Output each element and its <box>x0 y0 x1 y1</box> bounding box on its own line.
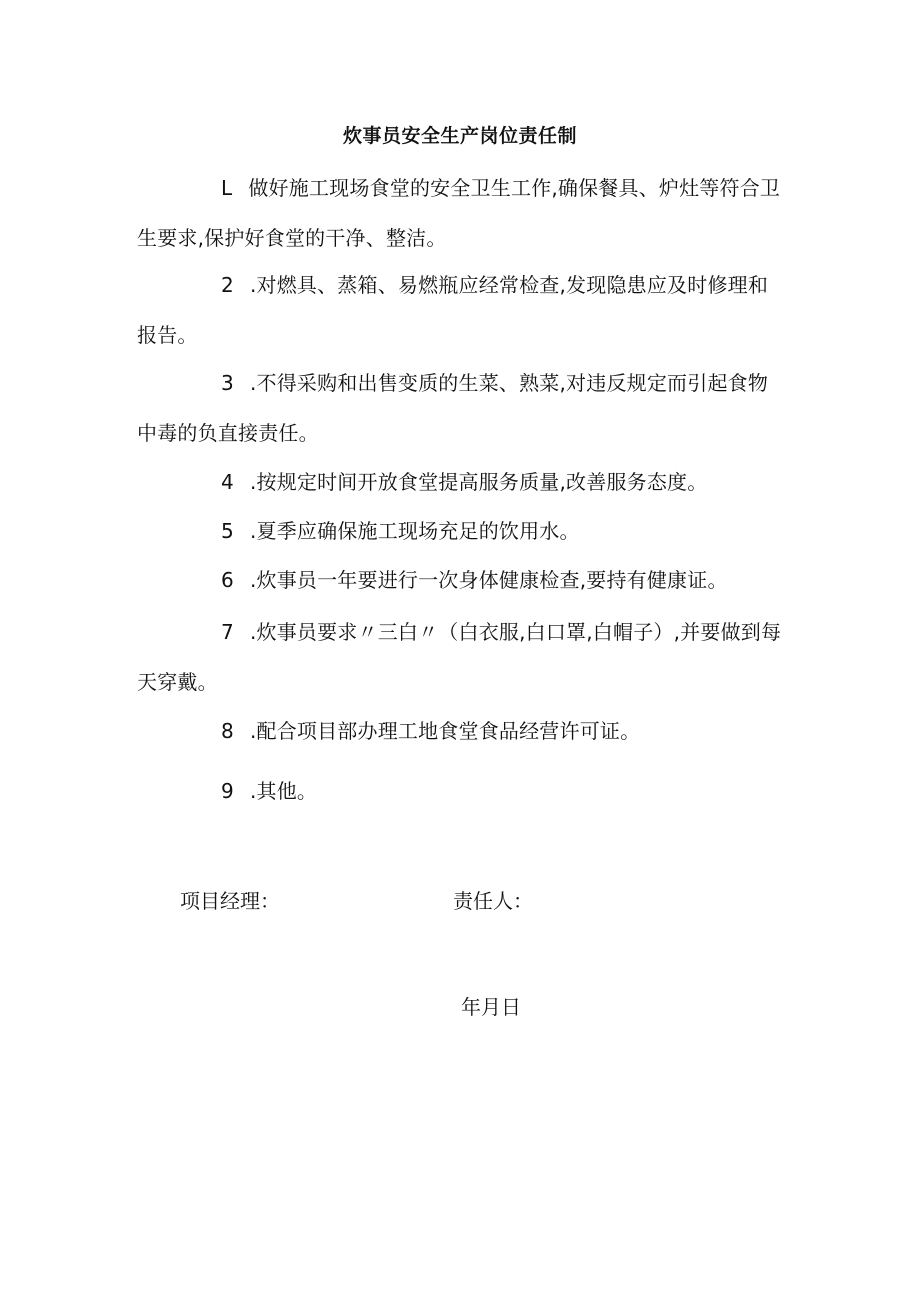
clause-9 <box>137 766 787 816</box>
clause-text: 做好施工现场食堂的安全卫生工作,确保餐具、炉灶等符合卫生要求,保护好食堂的干净、整洁。 <box>137 176 781 250</box>
clause-text: .炊事员要求〃三白〃（白衣服,白口罩,白帽子）,并要做到每天穿戴。 <box>137 620 782 694</box>
project-manager-label: 项目经理： <box>180 889 280 913</box>
clause-text: .对燃具、蒸箱、易燃瓶应经常检查,发现隐患应及时修理和报告。 <box>137 273 769 347</box>
clause-number: 2 <box>221 273 234 297</box>
clause-3 <box>137 358 787 458</box>
clause-number: 8 <box>221 719 234 743</box>
clause-number: 4 <box>221 470 234 494</box>
date-label: 年月日 <box>461 995 521 1019</box>
clause-6 <box>137 555 787 605</box>
clause-number: 6 <box>221 568 234 592</box>
clause-number: 7 <box>221 620 234 644</box>
clause-text: .不得采购和出售变质的生菜、熟菜,对违反规定而引起食物中毒的负直接责任。 <box>137 371 769 445</box>
clause-number: 3 <box>221 371 234 395</box>
clause-number: 9 <box>221 779 234 803</box>
clause-text: .其他。 <box>249 779 318 803</box>
responsible-person-label: 责任人： <box>453 889 533 913</box>
clause-8 <box>137 706 787 756</box>
document-title: 炊事员安全生产岗位责任制 <box>342 125 577 147</box>
clause-text: .按规定时间开放食堂提高服务质量,改善服务态度。 <box>249 470 708 494</box>
clause-text: .炊事员一年要进行一次身体健康检查,要持有健康证。 <box>249 568 728 592</box>
clause-2 <box>137 260 787 360</box>
clause-text: .配合项目部办理工地食堂食品经营许可证。 <box>249 719 641 743</box>
clause-number: 5 <box>221 519 234 543</box>
clause-text: .夏季应确保施工现场充足的饮用水。 <box>249 519 580 543</box>
clause-number: L <box>221 176 233 200</box>
clause-1 <box>137 163 787 263</box>
clause-5 <box>137 506 787 556</box>
clause-7 <box>137 607 787 707</box>
clause-4 <box>137 457 787 507</box>
